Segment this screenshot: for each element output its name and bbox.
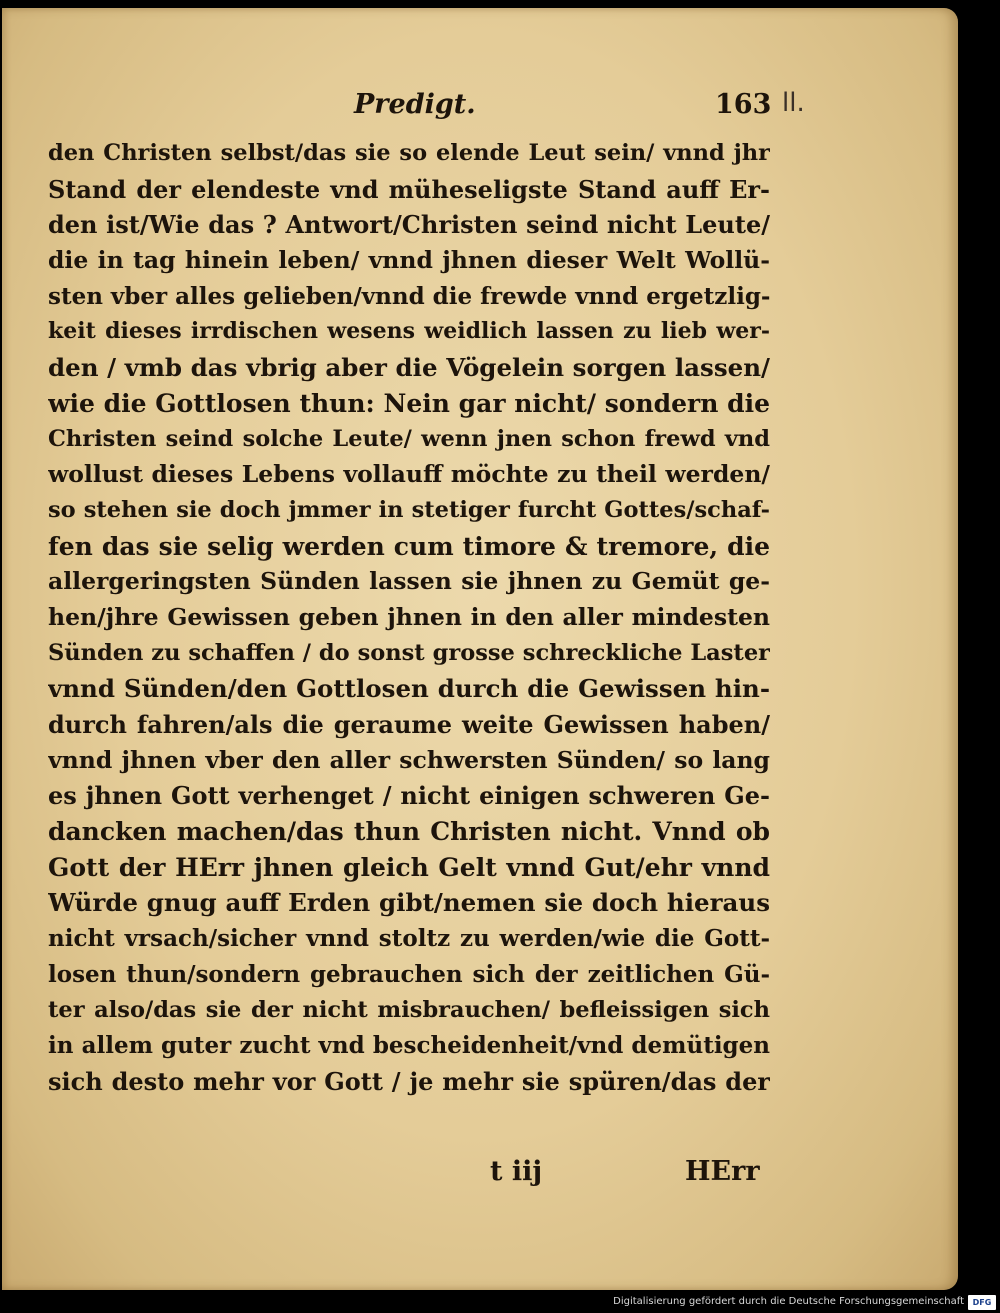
text-line: fen das sie selig werden cum timore & tremore, die: [48, 531, 770, 561]
catchword: HErr: [685, 1156, 760, 1187]
text-line: Gott der HErr jhnen gleich Gelt vnnd Gut/ehr vnnd: [48, 852, 770, 882]
text-line: es jhnen Gott verhenget / nicht einigen schweren Ge-: [48, 781, 770, 811]
text-line: Würde gnug auff Erden gibt/nemen sie doch hieraus: [48, 888, 770, 918]
page-number: 163: [715, 89, 772, 120]
text-line: den ist/Wie das ? Antwort/Christen seind nicht Leute/: [48, 210, 770, 240]
digitization-credit: Digitalisierung gefördert durch die Deutsche Forschungsgemeinschaft: [613, 1296, 964, 1307]
text-line: sich desto mehr vor Gott / je mehr sie spüren/das der: [48, 1066, 770, 1096]
text-line: vnnd jhnen vber den aller schwersten Sünden/ so lang: [48, 745, 770, 774]
text-line: durch fahren/als die geraume weite Gewissen haben/: [48, 710, 770, 739]
text-line: sten vber alles gelieben/vnnd die frewde vnnd ergetzlig-: [48, 282, 770, 310]
signature-mark: t iij: [490, 1156, 543, 1187]
text-line: dancken machen/das thun Christen nicht. Vnnd ob: [48, 817, 770, 847]
book-page: [2, 8, 958, 1290]
text-line: keit dieses irrdischen wesens weidlich lassen zu lieb wer-: [48, 318, 770, 345]
text-line: hen/jhre Gewissen geben jhnen in den aller mindesten: [48, 602, 770, 631]
text-line: die in tag hinein leben/ vnnd jhnen dieser Welt Wollü-: [48, 246, 770, 275]
dfg-logo-icon: DFG: [968, 1295, 996, 1310]
text-line: ter also/das sie der nicht misbrauchen/ befleissigen sich: [48, 996, 770, 1023]
text-line: vnnd Sünden/den Gottlosen durch die Gewissen hin-: [48, 674, 770, 704]
text-line: Stand der elendeste vnd müheseligste Stand auff Er-: [48, 174, 770, 204]
text-line: in allem guter zucht vnd bescheidenheit/vnd demütigen: [48, 1032, 770, 1060]
text-line: wie die Gottlosen thun: Nein gar nicht/ sondern die: [48, 388, 770, 418]
text-line: den Christen selbst/das sie so elende Leut sein/ vnnd jhr: [48, 140, 770, 166]
pencil-annotation: ll.: [782, 88, 805, 118]
text-line: allergeringsten Sünden lassen sie jhnen zu Gemüt ge-: [48, 567, 770, 596]
text-line: nicht vrsach/sicher vnnd stoltz zu werden/wie die Gott-: [48, 925, 770, 953]
text-line: den / vmb das vbrig aber die Vögelein sorgen lassen/: [48, 353, 770, 383]
text-line: Christen seind solche Leute/ wenn jnen schon frewd vnd: [48, 425, 770, 452]
text-line: so stehen sie doch jmmer in stetiger furcht Gottes/schaf-: [48, 496, 770, 523]
text-line: wollust dieses Lebens vollauff möchte zu theil werden/: [48, 460, 770, 489]
body-text: [48, 136, 770, 1100]
text-line: losen thun/sondern gebrauchen sich der zeitlichen Gü-: [48, 960, 770, 988]
running-title: Predigt.: [354, 89, 476, 120]
text-line: Sünden zu schaffen / do sonst grosse schreckliche Laster: [48, 639, 770, 666]
